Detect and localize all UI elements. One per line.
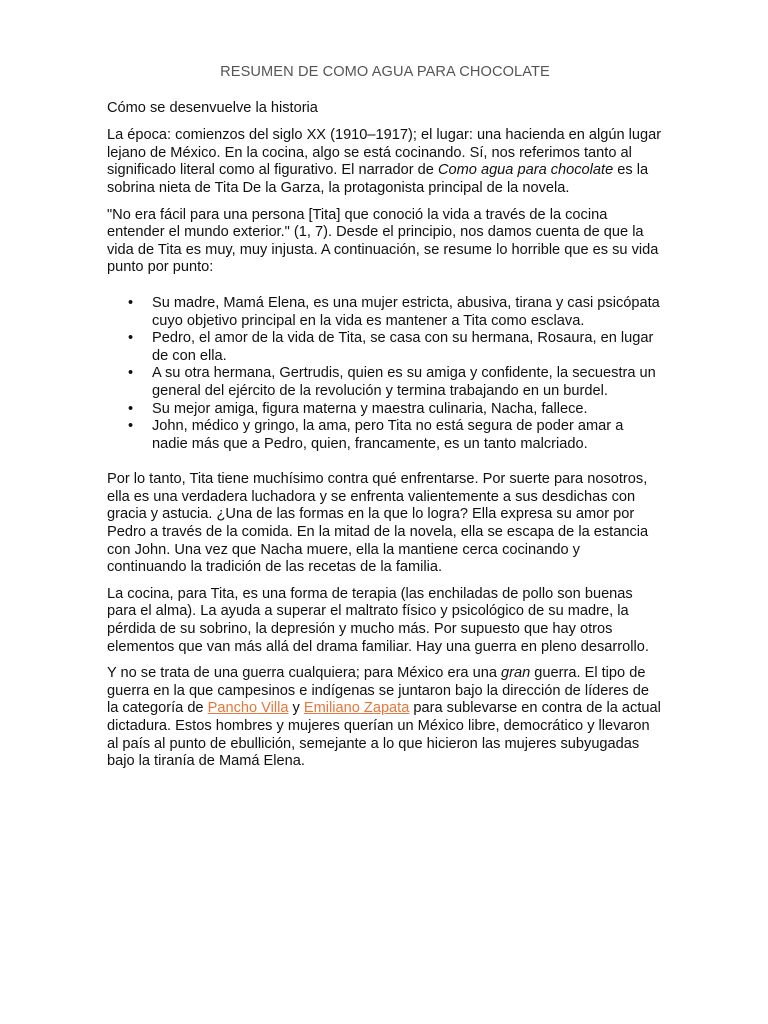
paragraph-5-text-d: para sublevarse en contra de la actual dictadura. Estos hombres y mujeres querían un México libre, democrático y llevaron al país al punto de ebullición, semejante a lo que hicieron las mujeres subyugadas bajo la tiranía de Mamá Elena. (107, 700, 661, 770)
list-item-text: Su mejor amiga, figura materna y maestra culinaria, Nacha, fallece. (152, 400, 588, 417)
bullet-icon: • (128, 418, 134, 435)
link-emiliano-zapata[interactable]: Emiliano Zapata (303, 700, 410, 717)
list-item-text: Pedro, el amor de la vida de Tita, se casa con su hermana, Rosaura, en lugar de con ella. (152, 330, 654, 364)
link-pancho-villa[interactable]: Pancho Villa (207, 700, 289, 717)
list-item-text: Su madre, Mamá Elena, es una mujer estricta, abusiva, tirana y casi psicópata cuyo objetivo principal en la vida es mantener a Tita como esclava. (152, 294, 660, 329)
paragraph-5-emphasis: gran (501, 665, 531, 682)
list-item-text: A su otra hermana, Gertrudis, quien es su amiga y confidente, la secuestra un general del ejército de la revolución y termina trabajando en un burdel. (152, 365, 656, 399)
document-page (107, 64, 663, 780)
paragraph-2: "No era fácil para una persona [Tita] que conoció la vida a través de la cocina entender el mundo exterior." (1, 7). Desde el principio, nos damos cuenta de que la vida de Tita es muy, muy injusta. A continuación, se resume lo horrible que es su vida punto por punto: (107, 206, 659, 276)
list-item-text: John, médico y gringo, la ama, pero Tita no está segura de poder amar a nadie más que a Pedro, quien, francamente, es un tanto malcriado. (152, 418, 624, 452)
list-item (128, 294, 663, 330)
list-item (128, 400, 663, 419)
paragraph-4: La cocina, para Tita, es una forma de terapia (las enchiladas de pollo son buenas para el alma). La ayuda a superar el maltrato físico y psicológico de su madre, la pérdida de su sobrino, la depresión y mucho más. Por supuesto que hay otros elementos que van más allá del drama familiar. Hay una guerra en pleno desarrollo. (107, 585, 649, 655)
paragraph-5-text-c: y (288, 700, 304, 717)
bullet-icon: • (128, 400, 134, 417)
list-item (128, 330, 663, 365)
paragraph-5-text-b: guerra. El tipo de guerra en la que campesinos e indígenas se juntaron bajo la dirección de líderes de la categoría de (107, 665, 649, 717)
paragraph-1-text-b: es la sobrina nieta de Tita De la Garza, la protagonista principal de la novela. (107, 162, 649, 196)
bullet-list (107, 295, 663, 453)
paragraph-1-text-a: La época: comienzos del siglo XX (1910–1917); el lugar: una hacienda en algún lugar lejano de México. En la cocina, algo se está cocinando. Sí, nos referimos tanto al significado literal como al figurativo. El narrador de (107, 127, 662, 179)
section-subtitle: Cómo se desenvuelve la historia (107, 99, 318, 116)
paragraph-5-text-a: Y no se trata de una guerra cualquiera; para México era una (107, 665, 502, 682)
bullet-icon: • (128, 365, 134, 382)
paragraph-3: Por lo tanto, Tita tiene muchísimo contra qué enfrentarse. Por suerte para nosotros, ella es una verdadera luchadora y se enfrenta valientemente a sus desdichas con gracia y astucia. ¿Una de las formas en la que lo logra? Ella expresa su amor por Pedro a través de la comida. En la mitad de la novela, ella se escapa de la estancia con John. Una vez que Nacha muere, ella la mantiene cerca cocinando y continuando la tradición de las recetas de la familia. (107, 471, 649, 576)
paragraph-1 (107, 127, 663, 197)
paragraph-1-book-title: Como agua para chocolate (437, 162, 614, 179)
document-title: RESUMEN DE COMO AGUA PARA CHOCOLATE (220, 64, 550, 80)
list-item (128, 365, 663, 400)
bullet-icon: • (128, 330, 134, 347)
list-item (128, 418, 663, 453)
bullet-icon: • (128, 294, 134, 311)
paragraph-5 (107, 665, 663, 771)
